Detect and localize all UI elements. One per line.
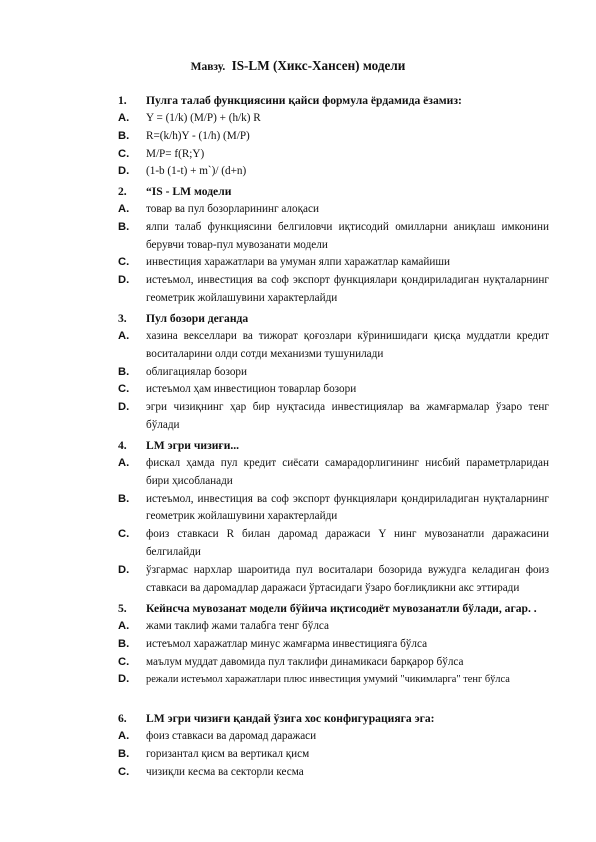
option-letter: B. <box>118 747 130 760</box>
option-text: ўзгармас нархлар шароитида пул воситалари бозорида вужудга келадиган фоиз ставкаси ва даромадлар даражаси ўртасидаги ўзаро боғлиқликни акс эттиради <box>146 563 549 594</box>
option-d <box>0 671 596 689</box>
option-a <box>0 110 596 128</box>
title-text: IS-LM (Хикс-Хансен) модели <box>231 58 406 73</box>
question-header <box>0 310 596 328</box>
option-d <box>0 562 596 598</box>
option-text: режали истеъмол харажатлари плюс инвестиция умумий "чикимларга" тенг бўлса <box>146 674 510 686</box>
question-number: 6. <box>118 712 127 725</box>
question-2 <box>0 183 596 308</box>
title-prefix: Мавзу. <box>190 61 226 73</box>
option-letter: D. <box>118 401 130 414</box>
option-b <box>0 491 596 527</box>
option-b <box>0 128 596 146</box>
option-letter: C. <box>118 256 130 269</box>
option-a <box>0 201 596 219</box>
option-letter: A. <box>118 330 130 342</box>
option-letter: B. <box>118 220 130 233</box>
question-3 <box>0 310 596 435</box>
option-text: горизантал қисм ва вертикал қисм <box>146 747 310 760</box>
option-text: чизиқли кесма ва секторли кесма <box>146 765 304 778</box>
option-letter: C. <box>118 528 130 541</box>
question-text: Пулга талаб функциясини қайси формула ёрдамида ёзамиз: <box>146 94 462 107</box>
option-text: облигациялар бозори <box>146 365 248 378</box>
option-letter: D. <box>118 563 130 576</box>
option-letter: C. <box>118 147 130 160</box>
option-letter: C. <box>118 765 130 778</box>
option-letter: A. <box>118 457 130 469</box>
option-text: фоиз ставкаси ва даромад даражаси <box>146 730 317 742</box>
option-text: истеъмол харажатлар минус жамғарма инвестицияга бўлса <box>146 637 428 650</box>
option-text: жами таклиф жами талабга тенг бўлса <box>146 620 330 632</box>
question-header <box>0 437 596 455</box>
question-5 <box>0 600 596 689</box>
option-a <box>0 455 596 491</box>
question-header <box>0 710 596 728</box>
option-letter: A. <box>118 112 130 124</box>
question-header <box>0 183 596 201</box>
option-letter: C. <box>118 383 130 396</box>
option-a <box>0 728 596 746</box>
question-4 <box>0 437 596 597</box>
option-text: Y = (1/k) (M/P) + (h/k) R <box>146 112 261 124</box>
option-d <box>0 272 596 308</box>
question-number: 5. <box>118 602 127 615</box>
question-text: “IS - LM модели <box>146 185 232 198</box>
question-1 <box>0 92 596 181</box>
option-text: (1-b (1-t) + m`)/ (d+n) <box>146 165 247 178</box>
option-c <box>0 764 596 782</box>
page-title <box>0 58 596 74</box>
question-6 <box>0 710 596 781</box>
option-letter: B. <box>118 637 130 650</box>
option-text: M/P= f(R;Y) <box>146 147 205 160</box>
option-letter: A. <box>118 730 130 742</box>
option-letter: A. <box>118 620 130 632</box>
question-header <box>0 92 596 110</box>
option-text: хазина векселлари ва тижорат қоғозлари кўринишидаги қисқа муддатли кредит воситаларини олди сотди механизми тушунилади <box>146 330 549 360</box>
question-text: LM эгри чизиғи қандай ўзига хос конфигурацияга эга: <box>146 712 435 725</box>
option-letter: D. <box>118 673 130 686</box>
option-text: фискал ҳамда пул кредит сиёсати самарадорлигининг нисбий параметрларидан бири ҳисобланади <box>146 457 549 487</box>
option-a <box>0 328 596 364</box>
option-c <box>0 654 596 672</box>
option-text: маълум муддат давомида пул таклифи динамикаси барқарор бўлса <box>146 655 464 668</box>
option-letter: B. <box>118 365 130 378</box>
option-b <box>0 219 596 255</box>
option-c <box>0 146 596 164</box>
option-d <box>0 399 596 435</box>
option-text: истеъмол ҳам инвестицион товарлар бозори <box>146 383 357 396</box>
option-letter: A. <box>118 203 130 215</box>
option-letter: D. <box>118 165 130 178</box>
option-letter: C. <box>118 655 130 668</box>
option-b <box>0 746 596 764</box>
option-text: инвестиция харажатлари ва умуман ялпи харажатлар камайиши <box>146 256 450 269</box>
option-c <box>0 254 596 272</box>
option-b <box>0 364 596 382</box>
question-number: 3. <box>118 312 127 325</box>
option-text: ялпи талаб функциясини белгиловчи иқтисодий омилларни аниқлаш имконини берувчи товар-пул мувозанати модели <box>146 220 549 251</box>
option-b <box>0 636 596 654</box>
question-text: LM эгри чизиғи... <box>146 439 240 452</box>
option-text: фоиз ставкаси R билан даромад даражаси Y нинг мувозанатли даражасини белгилайди <box>146 528 549 558</box>
option-text: R=(k/h)Y - (1/h) (M/P) <box>146 129 250 142</box>
option-letter: D. <box>118 274 130 287</box>
option-letter: B. <box>118 129 130 142</box>
question-number: 2. <box>118 185 127 198</box>
option-text: истеъмол, инвестиция ва соф экспорт функциялари қондириладиган нуқталарнинг геометрик жойлашувини характерлайди <box>146 274 549 304</box>
question-text: Пул бозори деганда <box>146 312 249 325</box>
question-text: Кейнсча мувозанат модели бўйича иқтисодиёт мувозанатли бўлади, агар. . <box>146 602 537 615</box>
option-text: товар ва пул бозорларининг алоқаси <box>146 203 319 215</box>
option-c <box>0 526 596 562</box>
question-number: 1. <box>118 94 127 107</box>
option-letter: B. <box>118 492 130 505</box>
option-c <box>0 381 596 399</box>
option-text: эгри чизиқнинг ҳар бир нуқтасида инвестициялар ва жамғармалар ўзаро тенг бўлади <box>146 401 549 431</box>
question-number: 4. <box>118 439 127 452</box>
option-d <box>0 163 596 181</box>
question-header <box>0 600 596 618</box>
option-text: истеъмол, инвестиция ва соф экспорт функциялари қондириладиган нуқталарнинг геометрик жойлашувини характерлайди <box>146 492 549 523</box>
option-a <box>0 618 596 636</box>
